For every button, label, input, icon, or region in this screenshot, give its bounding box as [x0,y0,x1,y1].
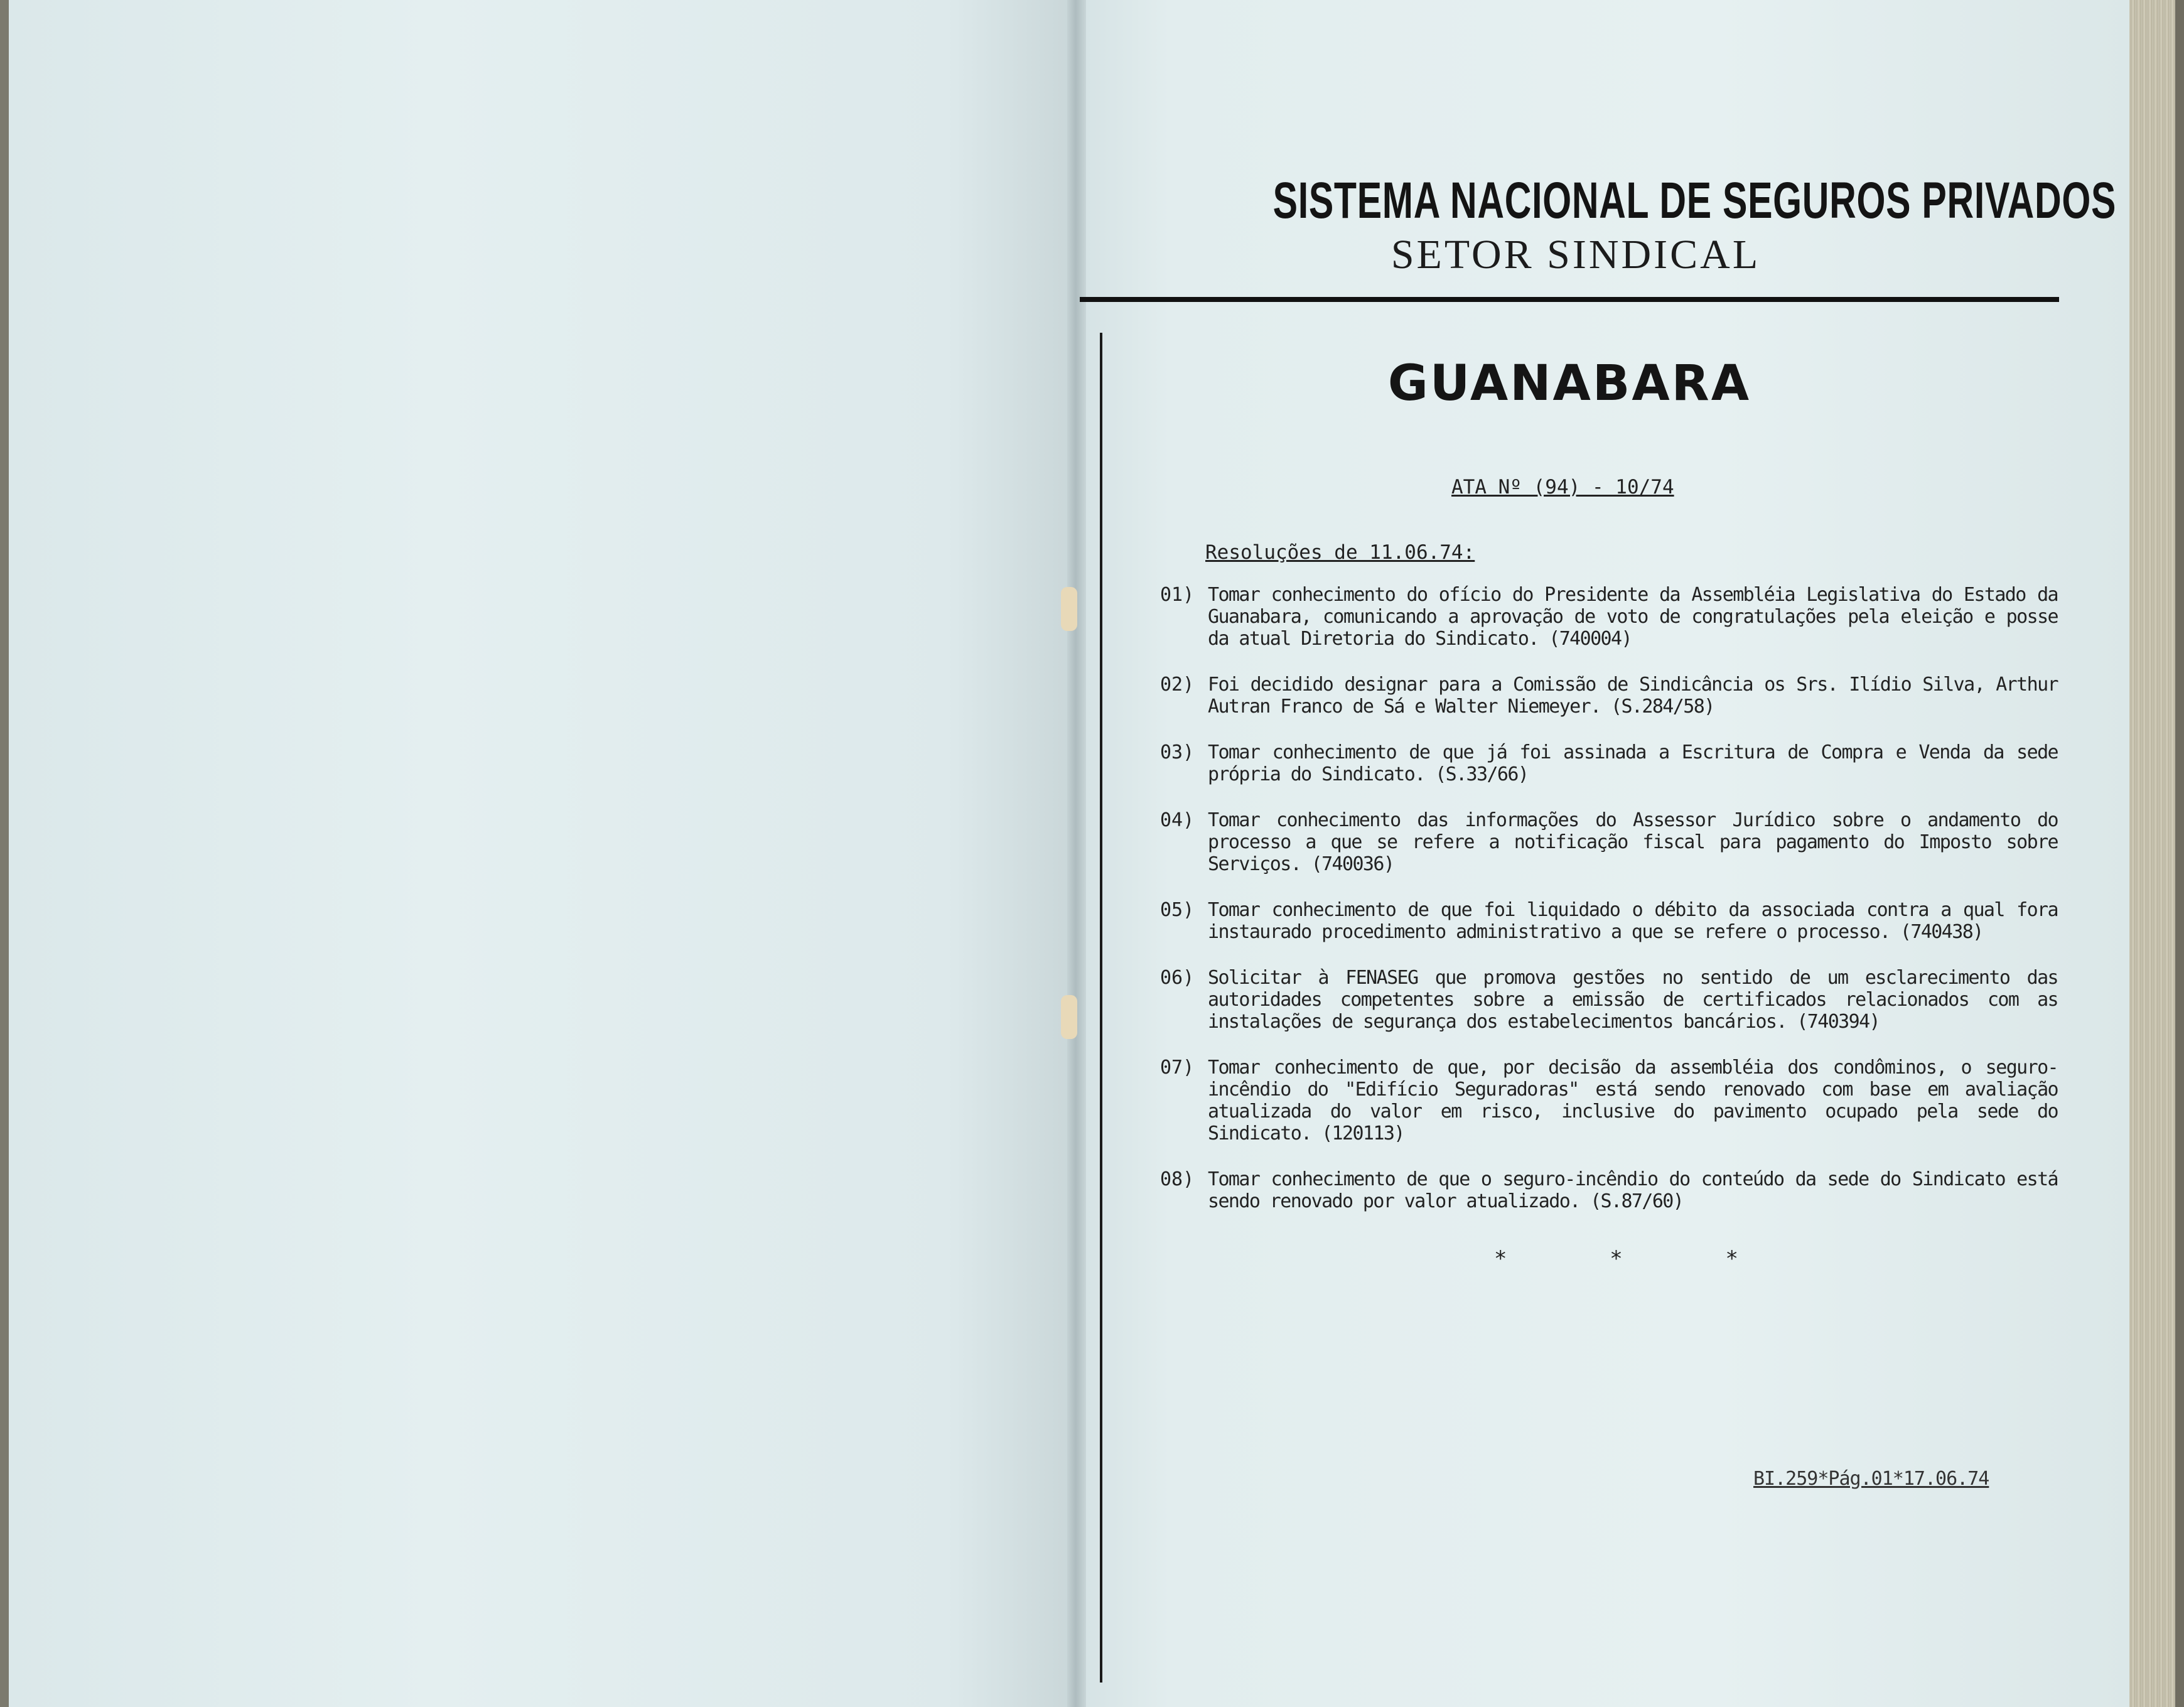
document-subtitle: SETOR SINDICAL [1391,232,1761,277]
list-item [1160,584,2058,650]
item-number: 08) [1160,1168,1195,1190]
page-reference: BI.259*Pág.01*17.06.74 [1753,1468,1989,1490]
list-item [1160,741,2058,785]
list-item [1160,674,2058,718]
binding-hole-lower [1061,995,1077,1039]
book-cover-edge-left [0,0,9,1707]
list-item [1160,809,2058,875]
item-text: Tomar conhecimento de que foi liquidado o débito da associada contra a qual fora instaurado procedimento administrativo a que se refere o processo. (740438) [1208,899,2058,943]
item-text: Tomar conhecimento do ofício do Presidente da Assembléia Legislativa do Estado da Guanabara, comunicando a aprovação de voto de congratulações pela eleição e posse da atual Diretoria do Sindicato. (740004) [1208,584,2058,650]
list-item [1160,899,2058,943]
section-separator: * * * [1494,1246,1738,1271]
margin-rule [1100,333,1102,1683]
item-text: Foi decidido designar para a Comissão de Sindicância os Srs. Ilídio Silva, Arthur Autran Franco de Sá e Walter Niemeyer. (S.284/58) [1208,674,2058,718]
item-text: Solicitar à FENASEG que promova gestões no sentido de um esclarecimento das autoridades competentes sobre a emissão de certificados relacionados com as instalações de segurança dos estabelecimentos bancários. (740394) [1208,967,2058,1033]
document-header [1155,171,2117,279]
header-rule [1080,297,2059,302]
item-number: 07) [1160,1057,1195,1079]
item-number: 01) [1160,584,1195,606]
ata-number: ATA Nº (94) - 10/74 [1451,476,1674,498]
item-number: 05) [1160,899,1195,921]
book-gutter [1067,0,1086,1707]
resolutions-heading: Resoluções de 11.06.74: [1205,541,1475,564]
item-text: Tomar conhecimento das informações do Assessor Jurídico sobre o andamento do processo a que se refere a notificação fiscal para pagamento do Imposto sobre Serviços. (740036) [1208,809,2058,875]
region-heading: GUANABARA [1387,355,1751,412]
list-item [1160,967,2058,1033]
item-number: 03) [1160,741,1195,763]
item-text: Tomar conhecimento de que já foi assinada a Escritura de Compra e Venda da sede própria do Sindicato. (S.33/66) [1208,741,2058,785]
document-title: SISTEMA NACIONAL DE SEGUROS PRIVADOS [1272,172,2117,229]
item-text: Tomar conhecimento de que, por decisão da assembléia dos condôminos, o seguro-incêndio do "Edifício Seguradoras" está sendo renovado com base em avaliação atualizada do valor em risco, inclusive do pavimento ocupado pela sede do Sindicato. (120113) [1208,1057,2058,1144]
item-text: Tomar conhecimento de que o seguro-incêndio do conteúdo da sede do Sindicato está sendo renovado por valor atualizado. (S.87/60) [1208,1168,2058,1212]
item-number: 02) [1160,674,1195,696]
list-item [1160,1057,2058,1144]
resolutions-list [1160,584,2058,1236]
item-number: 04) [1160,809,1195,831]
binding-hole-upper [1061,587,1077,631]
list-item [1160,1168,2058,1212]
book-page-edges [2129,0,2184,1707]
item-number: 06) [1160,967,1195,989]
left-blank-page [9,0,1076,1707]
